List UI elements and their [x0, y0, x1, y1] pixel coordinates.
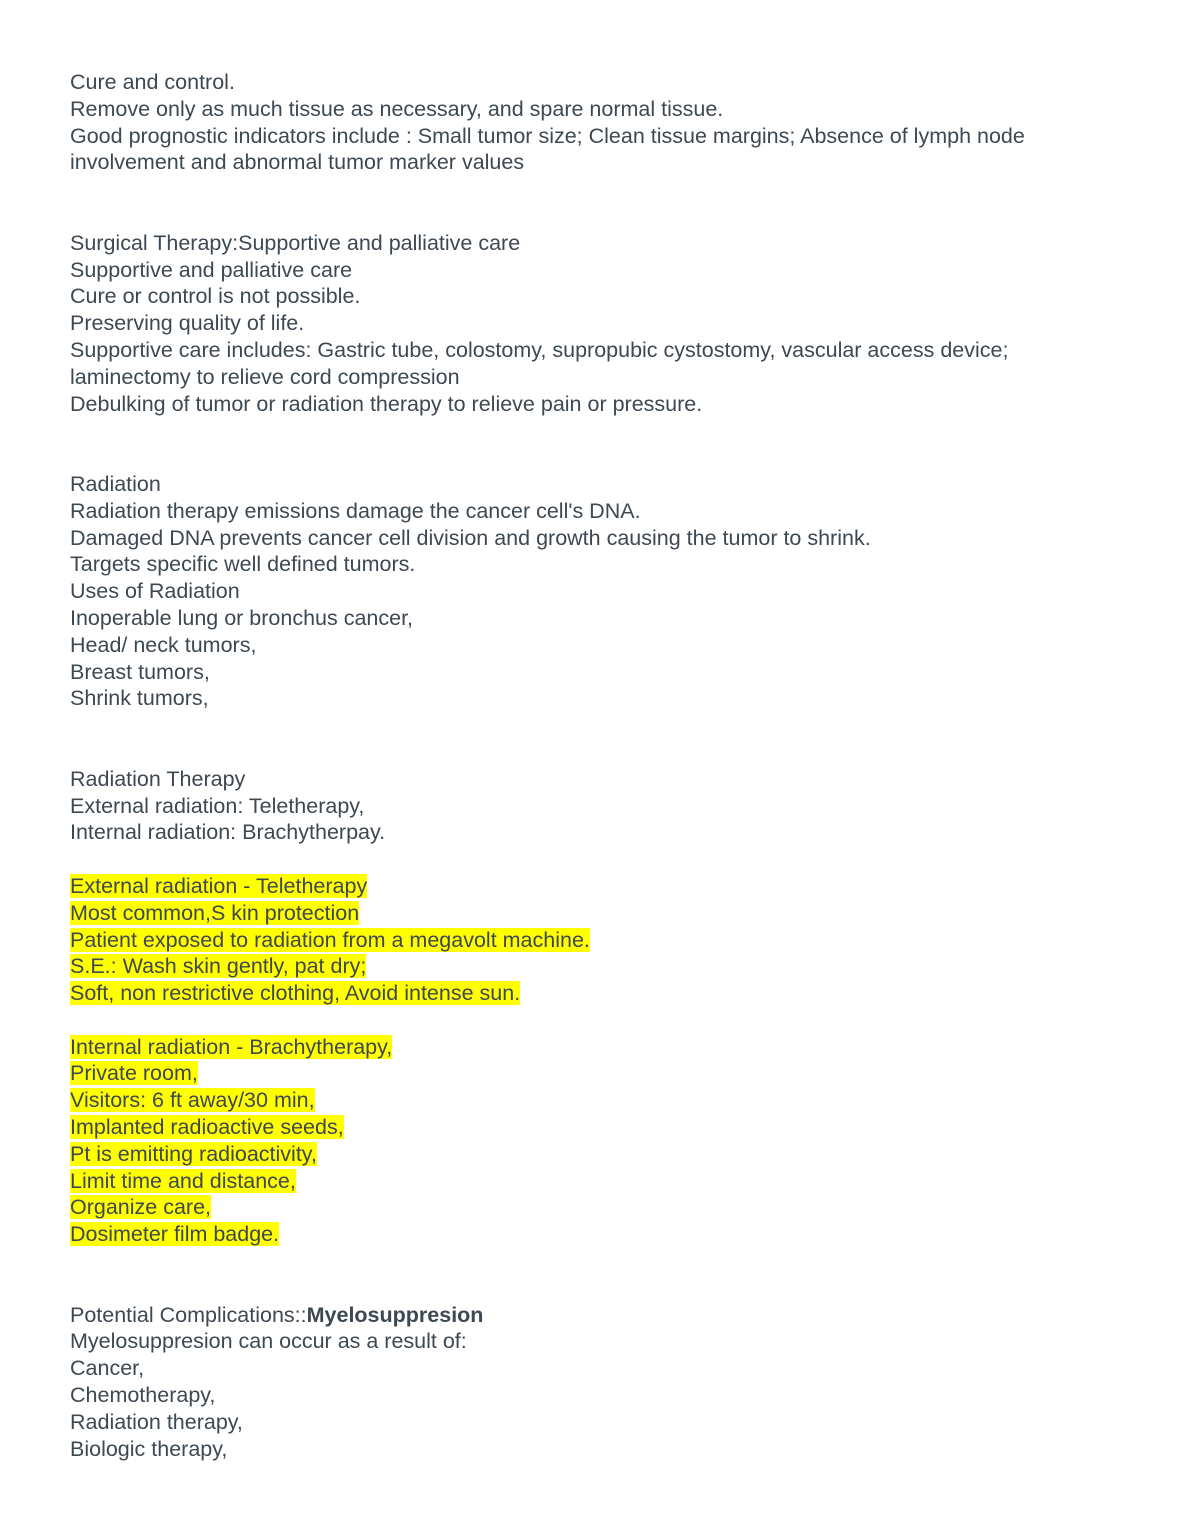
highlighted-line [70, 1221, 1130, 1248]
text-line: Radiation therapy emissions damage the cancer cell's DNA. [70, 498, 641, 523]
text-line: Debulking of tumor or radiation therapy to relieve pain or pressure. [70, 391, 703, 416]
highlighted-line [70, 980, 1130, 1007]
text-line: Targets specific well defined tumors. [70, 552, 416, 577]
highlighted-text: Internal radiation - Brachytherapy, [70, 1034, 393, 1059]
text-line: Inoperable lung or bronchus cancer, [70, 605, 414, 630]
highlighted-text: Implanted radioactive seeds, [70, 1115, 344, 1140]
highlighted-text: Private room, [70, 1061, 198, 1086]
section-internal-radiation [70, 1034, 1130, 1248]
highlighted-line [70, 1060, 1130, 1087]
highlighted-line [70, 1114, 1130, 1141]
text-line: Cure or control is not possible. [70, 284, 361, 309]
highlighted-text: Visitors: 6 ft away/30 min, [70, 1088, 315, 1113]
text-line: Supportive and palliative care [70, 257, 353, 282]
text-line: Preserving quality of life. [70, 311, 305, 336]
highlighted-text: S.E.: Wash skin gently, pat dry; [70, 954, 367, 979]
text-line: Uses of Radiation [70, 579, 240, 604]
section-heading: Surgical Therapy:Supportive and palliative care [70, 230, 521, 255]
highlighted-text: Dosimeter film badge. [70, 1222, 280, 1247]
paragraph-gap [70, 1007, 1130, 1034]
highlighted-line [70, 900, 1130, 927]
text-line: Breast tumors, [70, 659, 210, 684]
highlighted-text: Patient exposed to radiation from a megavolt machine. [70, 927, 590, 952]
text-line: External radiation: Teletherapy, [70, 793, 365, 818]
section-heading [70, 1302, 1130, 1329]
paragraph-gap [70, 176, 1130, 230]
text-line: Remove only as much tissue as necessary, and spare normal tissue. [70, 96, 724, 121]
highlighted-line [70, 1194, 1130, 1221]
heading-bold-term: Myelosuppresion [306, 1302, 484, 1327]
text-line: Internal radiation: Brachytherpay. [70, 820, 386, 845]
text-line: Radiation therapy, [70, 1409, 243, 1434]
section-complications [70, 1302, 1130, 1463]
highlighted-text: Pt is emitting radioactivity, [70, 1141, 317, 1166]
heading-prefix: Potential Complications:: [70, 1302, 307, 1327]
section-surgical-supportive [70, 230, 1130, 418]
text-line: Cancer, [70, 1356, 145, 1381]
highlighted-text: Limit time and distance, [70, 1168, 296, 1193]
text-line: Myelosuppresion can occur as a result of: [70, 1329, 467, 1354]
paragraph-gap [70, 1248, 1130, 1302]
highlighted-line [70, 1087, 1130, 1114]
highlighted-text: Most common,S kin protection [70, 900, 360, 925]
text-line: Good prognostic indicators include : Small tumor size; Clean tissue margins; Absence of lymph node involvement and abnormal tumor marker values [70, 123, 1031, 175]
highlighted-text: Organize care, [70, 1195, 212, 1220]
document-page [70, 69, 1130, 1462]
highlighted-line [70, 953, 1130, 980]
paragraph-gap [70, 846, 1130, 873]
text-line: Supportive care includes: Gastric tube, colostomy, supropubic cystostomy, vascular access device; laminectomy to relieve cord compression [70, 337, 1015, 389]
highlighted-line [70, 1141, 1130, 1168]
text-line: Cure and control. [70, 70, 235, 94]
highlighted-line [70, 873, 1130, 900]
section-radiation [70, 471, 1130, 712]
text-line: Biologic therapy, [70, 1436, 228, 1461]
text-line: Damaged DNA prevents cancer cell division and growth causing the tumor to shrink. [70, 525, 871, 550]
paragraph-gap [70, 712, 1130, 766]
highlighted-line [70, 1168, 1130, 1195]
section-radiation-therapy [70, 766, 1130, 846]
highlighted-line [70, 927, 1130, 954]
section-external-radiation [70, 873, 1130, 1007]
section-surgical-cure [70, 69, 1130, 176]
highlighted-text: External radiation - Teletherapy [70, 873, 368, 898]
text-line: Chemotherapy, [70, 1383, 216, 1408]
paragraph-gap [70, 417, 1130, 471]
section-heading: Radiation [70, 471, 161, 496]
highlighted-text: Soft, non restrictive clothing, Avoid intense sun. [70, 981, 521, 1006]
text-line: Shrink tumors, [70, 686, 209, 711]
highlighted-line [70, 1034, 1130, 1061]
text-line: Head/ neck tumors, [70, 632, 257, 657]
section-heading: Radiation Therapy [70, 766, 246, 791]
